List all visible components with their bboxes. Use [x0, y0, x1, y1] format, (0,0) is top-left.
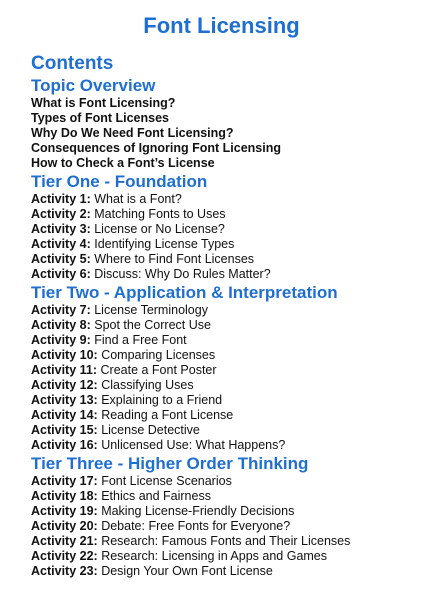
activity-item — [31, 393, 431, 408]
activity-title: Discuss: Why Do Rules Matter? — [94, 267, 271, 281]
activity-number: Activity 12: — [31, 378, 98, 392]
activity-title: Matching Fonts to Uses — [94, 207, 226, 221]
activity-number: Activity 6: — [31, 267, 91, 281]
activity-number: Activity 21: — [31, 534, 98, 548]
activity-item — [31, 348, 431, 363]
activity-item — [31, 267, 431, 282]
activity-item — [31, 564, 431, 579]
activity-number: Activity 5: — [31, 252, 91, 266]
activity-number: Activity 8: — [31, 318, 91, 332]
section-heading: Topic Overview — [31, 76, 156, 95]
activity-item — [31, 423, 431, 438]
section-heading: Tier One - Foundation — [31, 172, 208, 191]
activity-number: Activity 20: — [31, 519, 98, 533]
activity-title: License or No License? — [94, 222, 225, 236]
activity-item — [31, 378, 431, 393]
activity-item — [31, 474, 431, 489]
activity-item — [31, 222, 431, 237]
document-title: Font Licensing — [143, 13, 300, 38]
activity-item — [31, 504, 431, 519]
activity-title: License Terminology — [94, 303, 208, 317]
activity-number: Activity 10: — [31, 348, 98, 362]
activity-item — [31, 408, 431, 423]
activity-title: Where to Find Font Licenses — [94, 252, 255, 266]
activity-title: Spot the Correct Use — [94, 318, 211, 332]
activity-number: Activity 16: — [31, 438, 98, 452]
activity-number: Activity 15: — [31, 423, 98, 437]
activity-title: Create a Font Poster — [100, 363, 217, 377]
activity-item — [31, 318, 431, 333]
activity-number: Activity 19: — [31, 504, 98, 518]
activity-item — [31, 333, 431, 348]
activity-number: Activity 22: — [31, 549, 98, 563]
activity-title: Unlicensed Use: What Happens? — [101, 438, 286, 452]
activity-item — [31, 489, 431, 504]
contents-heading: Contents — [31, 53, 114, 74]
activity-number: Activity 13: — [31, 393, 98, 407]
activity-title: Ethics and Fairness — [101, 489, 211, 503]
section-heading: Tier Two - Application & Interpretation — [31, 283, 338, 302]
activity-number: Activity 3: — [31, 222, 91, 236]
activity-title: Classifying Uses — [101, 378, 194, 392]
activity-title: Comparing Licenses — [101, 348, 216, 362]
section-heading: Tier Three - Higher Order Thinking — [31, 454, 309, 473]
activity-number: Activity 18: — [31, 489, 98, 503]
activity-item — [31, 534, 431, 549]
activity-title: Design Your Own Font License — [101, 564, 273, 578]
topic-item: Why Do We Need Font Licensing? — [31, 126, 234, 140]
activity-title: Font License Scenarios — [101, 474, 232, 488]
activity-item — [31, 237, 431, 252]
activity-title: Research: Famous Fonts and Their Licenses — [101, 534, 351, 548]
topic-item: Types of Font Licenses — [31, 111, 169, 125]
activity-item — [31, 252, 431, 267]
activity-title: Find a Free Font — [94, 333, 187, 347]
activity-item — [31, 363, 431, 378]
activity-number: Activity 23: — [31, 564, 98, 578]
activity-item — [31, 207, 431, 222]
activity-number: Activity 14: — [31, 408, 98, 422]
activity-item — [31, 192, 431, 207]
topic-item: What is Font Licensing? — [31, 96, 176, 110]
activity-title: Identifying License Types — [94, 237, 235, 251]
activity-title: What is a Font? — [94, 192, 182, 206]
activity-title: Explaining to a Friend — [101, 393, 223, 407]
topic-item: How to Check a Font’s License — [31, 156, 215, 170]
activity-number: Activity 7: — [31, 303, 91, 317]
activity-item — [31, 303, 431, 318]
activity-number: Activity 11: — [31, 363, 98, 377]
table-of-contents — [31, 75, 431, 579]
activity-number: Activity 1: — [31, 192, 91, 206]
activity-number: Activity 9: — [31, 333, 91, 347]
activity-title: Debate: Free Fonts for Everyone? — [101, 519, 291, 533]
activity-title: Making License-Friendly Decisions — [101, 504, 295, 518]
activity-item — [31, 549, 431, 564]
activity-item — [31, 519, 431, 534]
activity-item — [31, 438, 431, 453]
activity-title: Research: Licensing in Apps and Games — [101, 549, 328, 563]
topic-item: Consequences of Ignoring Font Licensing — [31, 141, 282, 155]
activity-number: Activity 2: — [31, 207, 91, 221]
activity-title: License Detective — [101, 423, 200, 437]
activity-number: Activity 4: — [31, 237, 91, 251]
activity-title: Reading a Font License — [101, 408, 234, 422]
activity-number: Activity 17: — [31, 474, 98, 488]
